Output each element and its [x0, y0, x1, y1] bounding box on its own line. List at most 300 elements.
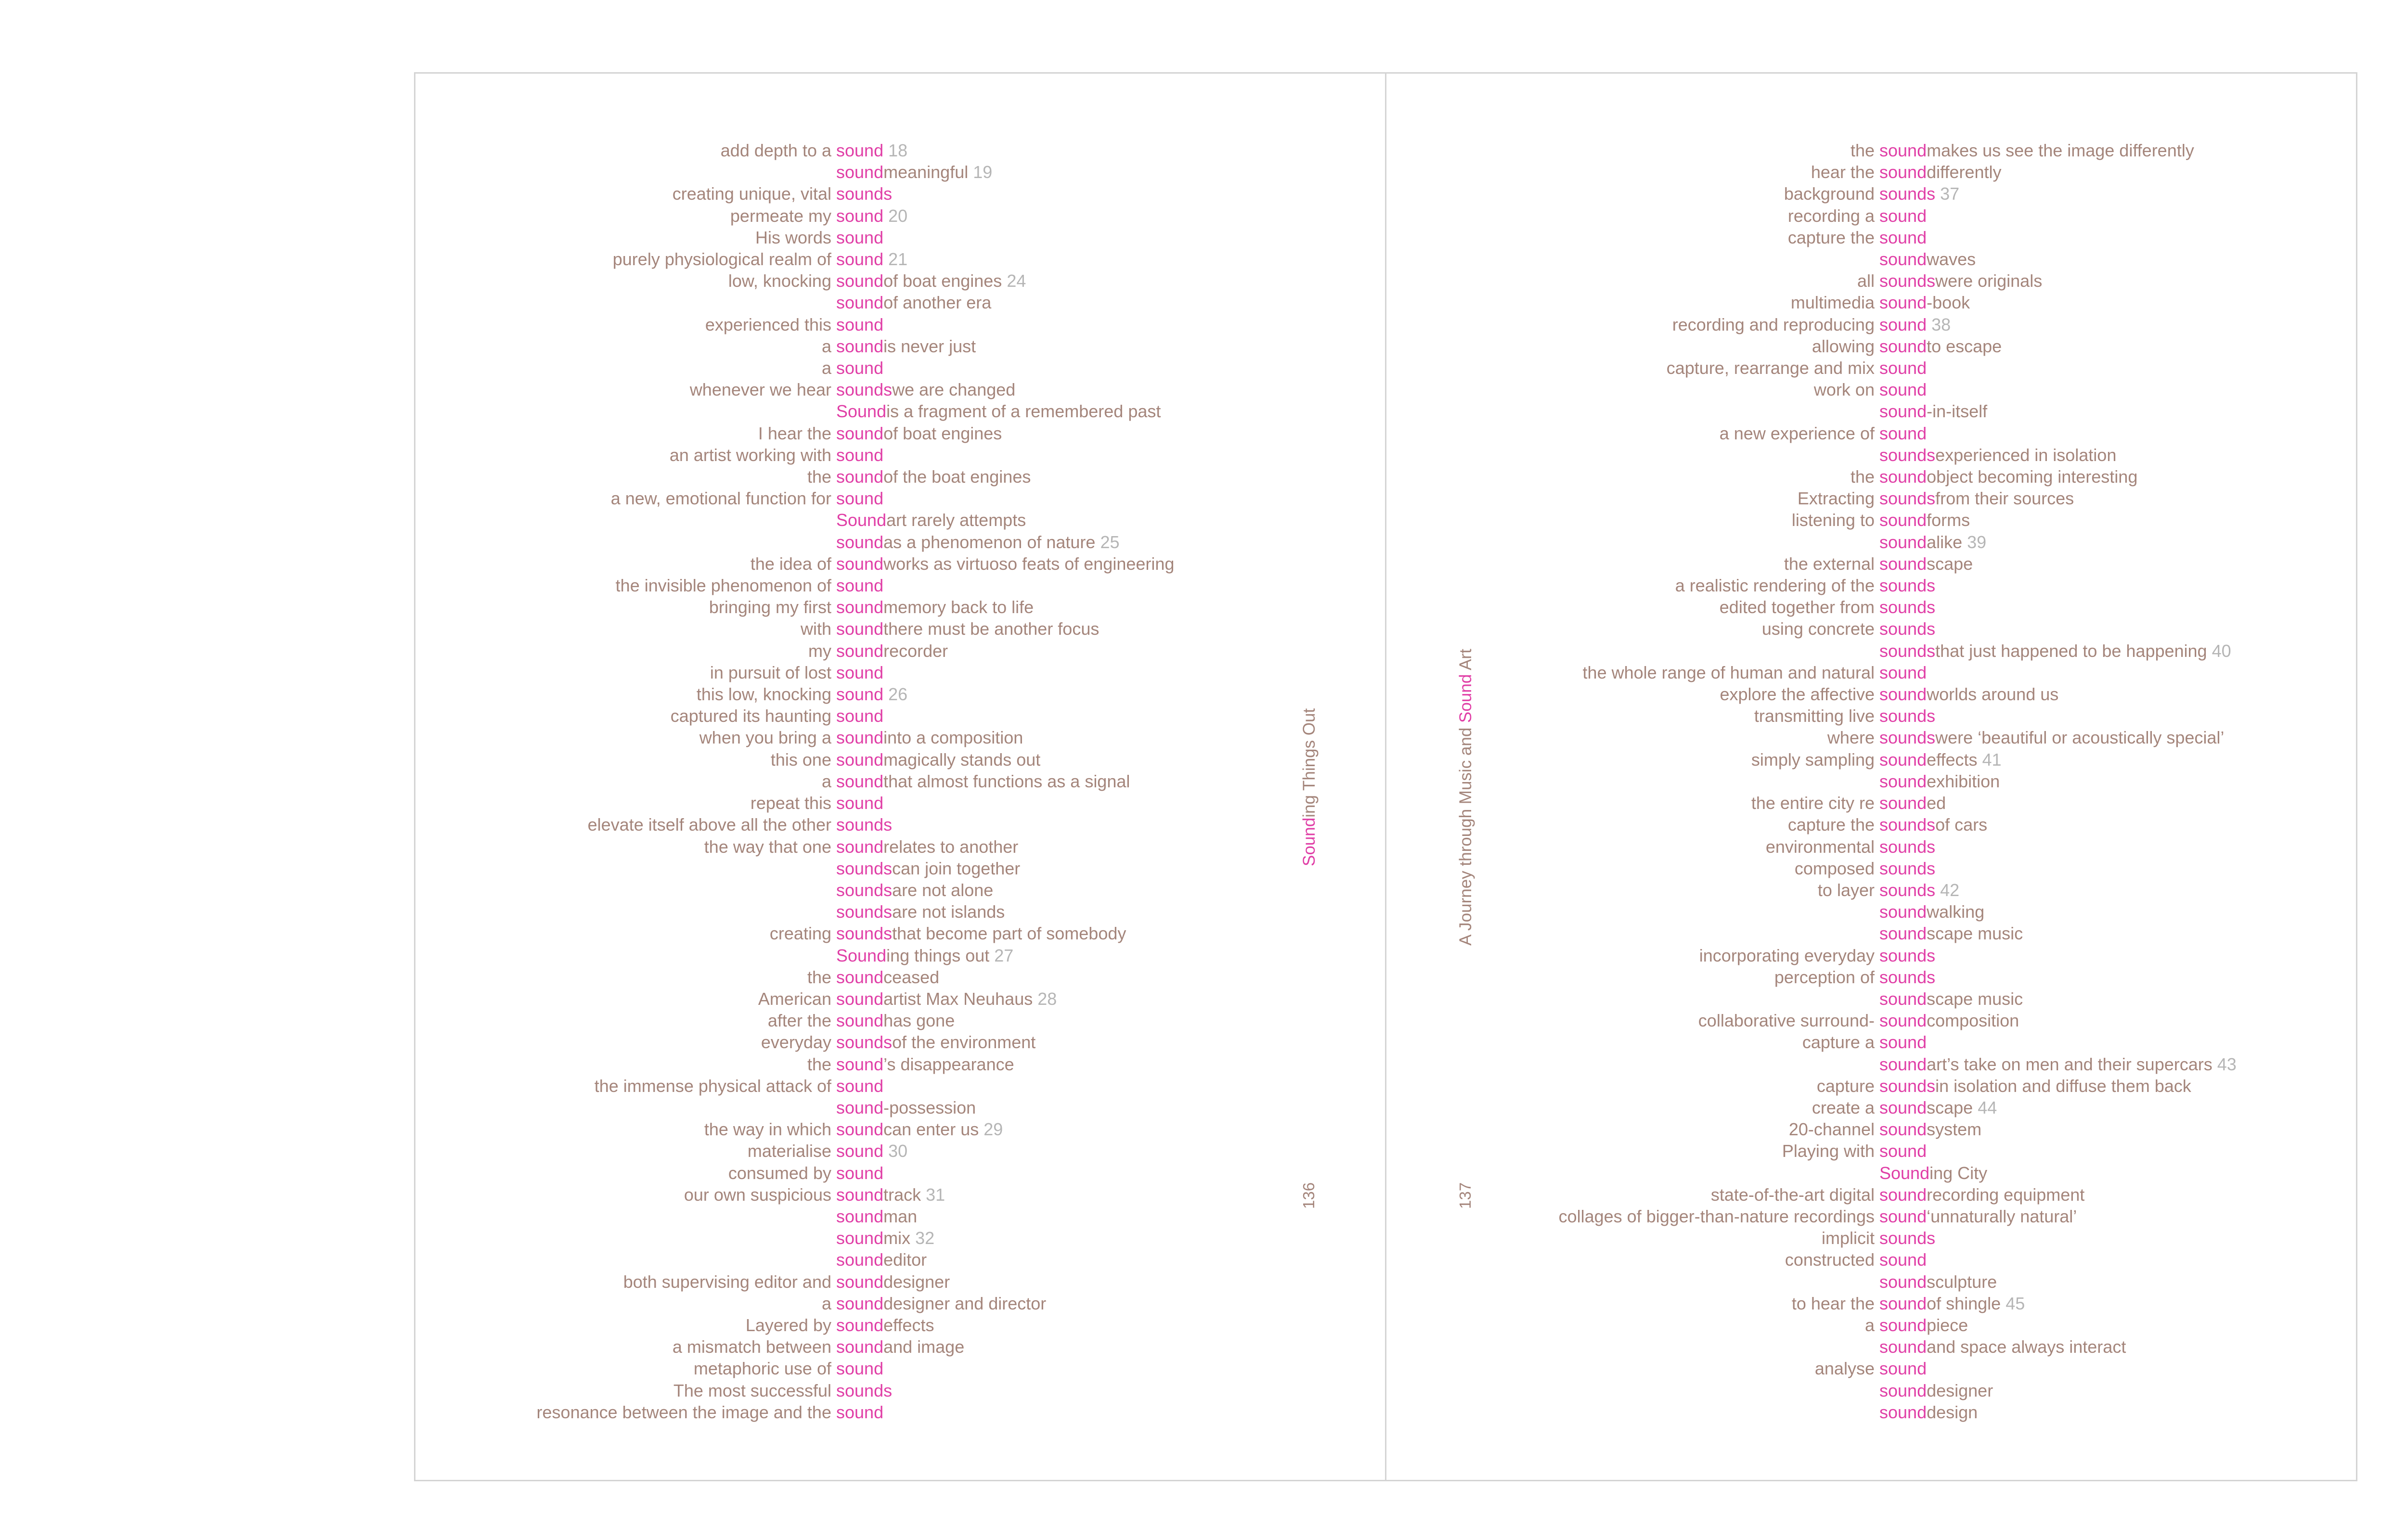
line-keyword: sound [1879, 1097, 1927, 1117]
line-keyword: sounds [836, 858, 893, 878]
line-page-ref: 24 [1007, 271, 1026, 291]
line-prefix: permeate my [730, 205, 831, 226]
line-keyword: sounds [1879, 1076, 1936, 1096]
line-keyword: sound [1879, 662, 1927, 682]
line-page-ref: 19 [973, 162, 993, 182]
text-line [0, 531, 2237, 553]
line-keyword: sound [836, 1163, 884, 1183]
line-keyword: sounds [836, 902, 893, 922]
line-prefix: capture a [1802, 1032, 1875, 1052]
line-prefix: this one [770, 749, 831, 770]
line-suffix: ’s disappearance [883, 1054, 1014, 1074]
line-prefix: hear the [1811, 162, 1875, 182]
text-line [0, 488, 2237, 509]
line-prefix [0, 770, 1879, 792]
line-suffix: magically stands out [883, 749, 1041, 770]
line-suffix: exhibition [1927, 771, 2000, 791]
line-prefix: create a [1812, 1097, 1875, 1117]
line-suffix: piece [1927, 1315, 1968, 1335]
text-line [0, 814, 2237, 835]
text-line [0, 1336, 2237, 1358]
line-keyword: sound [1879, 793, 1927, 813]
line-prefix: perception of [1774, 967, 1875, 987]
line-prefix: environmental [1765, 836, 1875, 857]
line-prefix: the way that one [704, 836, 831, 857]
line-prefix: creating [769, 924, 831, 944]
line-prefix: whenever we hear [689, 380, 831, 400]
line-prefix: an artist working with [669, 445, 831, 465]
line-prefix: the whole range of human and natural [1582, 662, 1875, 682]
line-keyword: sound [836, 1228, 884, 1248]
line-keyword: sound [1879, 1271, 1927, 1292]
line-prefix: a [821, 771, 831, 791]
text-line [0, 400, 2237, 422]
line-suffix: object becoming interesting [1927, 467, 2138, 487]
line-prefix [0, 400, 1879, 422]
text-line [0, 227, 2237, 248]
line-suffix: to escape [1927, 336, 2002, 356]
line-keyword: sound [836, 1076, 884, 1096]
line-suffix: there must be another focus [883, 619, 1100, 639]
text-line [0, 923, 2237, 944]
line-prefix: low, knocking [728, 271, 831, 291]
line-page-ref: 29 [984, 1119, 1003, 1140]
line-keyword: sound [1879, 1402, 1927, 1422]
line-keyword: sound [836, 141, 884, 160]
text-line [0, 1227, 2237, 1249]
line-page-ref: 32 [915, 1228, 935, 1248]
line-keyword: sound [836, 684, 884, 705]
line-keyword: sound [836, 553, 884, 574]
running-title-pre: A Journey through Music and [1456, 722, 1475, 946]
line-page-ref: 30 [888, 1141, 908, 1161]
line-prefix: a mismatch between [672, 1337, 831, 1357]
text-line [0, 618, 2237, 640]
line-keyword: sounds [1879, 184, 1936, 204]
line-keyword: sound [1879, 510, 1927, 530]
line-suffix: relates to another [883, 836, 1019, 857]
line-prefix: a realistic rendering of the [1675, 576, 1875, 596]
line-prefix: where [1827, 728, 1875, 748]
line-keyword: sound [836, 1206, 884, 1226]
text-line [0, 966, 2237, 988]
line-suffix: works as virtuoso feats of engineering [883, 553, 1175, 574]
line-keyword: sounds [1879, 858, 1936, 878]
line-prefix: work on [1813, 380, 1875, 400]
line-prefix: everyday [761, 1032, 831, 1052]
text-line [0, 183, 2237, 205]
line-prefix: consumed by [728, 1163, 831, 1183]
line-prefix [0, 640, 1879, 662]
right-page-text [0, 140, 2237, 1423]
line-keyword: sound [1879, 1032, 1927, 1052]
line-keyword: sound [1879, 293, 1927, 313]
line-prefix: both supervising editor and [623, 1271, 831, 1292]
line-keyword: sound [1879, 467, 1927, 487]
text-line [0, 1184, 2237, 1206]
line-suffix: -possession [883, 1097, 976, 1117]
line-keyword: sound [836, 1402, 884, 1422]
line-keyword: sound [836, 532, 884, 552]
text-line [0, 1314, 2237, 1336]
line-keyword: sound [1879, 988, 1927, 1009]
line-suffix: ‘unnaturally natural’ [1927, 1206, 2077, 1226]
line-keyword: sound [836, 1359, 884, 1379]
line-suffix: of boat engines [883, 271, 1002, 291]
text-line [0, 1162, 2237, 1184]
line-keyword: sound [1879, 380, 1927, 400]
line-keyword: sound [836, 1271, 884, 1292]
text-line [0, 140, 2237, 161]
line-suffix: and image [883, 1337, 965, 1357]
text-line [0, 161, 2237, 183]
line-suffix: track [883, 1184, 921, 1205]
line-keyword: sound [836, 597, 884, 617]
left-running-title [1300, 708, 1319, 866]
running-title-key: Sound [1456, 674, 1475, 723]
line-keyword: sounds [836, 924, 893, 944]
line-prefix: a [821, 336, 831, 356]
line-suffix: of shingle [1927, 1293, 2001, 1313]
line-suffix: of cars [1935, 815, 1988, 835]
line-suffix: differently [1927, 162, 2002, 182]
line-prefix: the [1850, 467, 1875, 487]
line-prefix: collaborative surround- [1698, 1011, 1875, 1031]
line-keyword: sounds [836, 880, 893, 900]
line-prefix: edited together from [1719, 597, 1875, 617]
line-keyword: sound [836, 793, 884, 813]
line-keyword: sounds [1879, 271, 1936, 291]
line-prefix: Playing with [1782, 1141, 1875, 1161]
line-prefix [0, 444, 1879, 466]
line-prefix: experienced this [705, 314, 831, 334]
line-suffix: were ‘beautiful or acoustically special’ [1935, 728, 2225, 748]
line-suffix: recorder [883, 641, 948, 661]
line-keyword: sound [836, 1097, 884, 1117]
line-keyword: Sound [1879, 1163, 1930, 1183]
line-keyword: sounds [1879, 967, 1936, 987]
text-line [0, 749, 2237, 770]
line-keyword: sound [836, 1119, 884, 1140]
line-keyword: sound [836, 967, 884, 987]
line-prefix: the [1850, 141, 1875, 160]
line-keyword: sound [1879, 249, 1927, 270]
line-suffix: from their sources [1935, 488, 2074, 509]
right-running-title [1456, 649, 1475, 946]
line-suffix: designer [1927, 1380, 1993, 1400]
line-prefix: a new experience of [1719, 423, 1875, 443]
line-keyword: sounds [1879, 641, 1936, 661]
line-prefix: after the [767, 1011, 831, 1031]
line-suffix: effects [1927, 749, 1978, 770]
line-suffix: into a composition [883, 728, 1023, 748]
line-suffix: experienced in isolation [1935, 445, 2117, 465]
line-prefix: metaphoric use of [693, 1359, 831, 1379]
line-suffix: ceased [883, 967, 940, 987]
text-line [0, 792, 2237, 814]
line-prefix [0, 1271, 1879, 1293]
line-keyword: sound [1879, 902, 1927, 922]
line-prefix [0, 1162, 1879, 1184]
line-suffix: system [1927, 1119, 1982, 1140]
line-keyword: sound [836, 445, 884, 465]
line-page-ref: 38 [1931, 314, 1951, 334]
line-prefix: my [808, 641, 831, 661]
line-suffix: and space always interact [1927, 1337, 2126, 1357]
line-page-ref: 26 [888, 684, 908, 705]
line-suffix: in isolation and diffuse them back [1935, 1076, 2191, 1096]
line-keyword: sound [1879, 314, 1927, 334]
line-prefix: add depth to a [720, 141, 831, 160]
line-prefix: capture the [1787, 227, 1875, 247]
line-prefix: the immense physical attack of [594, 1076, 831, 1096]
line-prefix: the invisible phenomenon of [615, 576, 831, 596]
text-line [0, 945, 2237, 966]
line-prefix: in pursuit of lost [710, 662, 831, 682]
line-keyword: sound [836, 771, 884, 791]
line-keyword: sound [836, 1315, 884, 1335]
line-suffix: scape [1927, 553, 1973, 574]
line-keyword: sound [836, 619, 884, 639]
line-keyword: sound [1879, 1315, 1927, 1335]
line-keyword: sounds [1879, 836, 1936, 857]
text-line [0, 444, 2237, 466]
line-page-ref: 18 [888, 141, 908, 160]
line-prefix: Extracting [1797, 488, 1875, 509]
line-keyword: sound [1879, 336, 1927, 356]
line-keyword: sounds [836, 380, 893, 400]
line-keyword: sound [836, 1337, 884, 1357]
line-keyword: sound [1879, 1359, 1927, 1379]
line-keyword: sounds [1879, 706, 1936, 726]
line-prefix: 20-channel [1788, 1119, 1875, 1140]
text-line [0, 379, 2237, 400]
line-page-ref: 40 [2212, 641, 2231, 661]
line-suffix: scape [1927, 1097, 1973, 1117]
line-prefix: the [807, 1054, 831, 1074]
line-suffix: that become part of somebody [892, 924, 1126, 944]
text-line [0, 858, 2237, 879]
line-prefix: a [1864, 1315, 1875, 1335]
line-suffix: artist Max Neuhaus [883, 988, 1033, 1009]
text-line [0, 988, 2237, 1010]
line-suffix: has gone [883, 1011, 955, 1031]
line-keyword: sounds [1879, 445, 1936, 465]
line-keyword: sounds [836, 1380, 893, 1400]
line-keyword: sounds [1879, 728, 1936, 748]
line-prefix: multimedia [1790, 293, 1875, 313]
line-keyword: sound [836, 227, 884, 247]
line-suffix: mix [883, 1228, 911, 1248]
line-keyword: sound [836, 271, 884, 291]
line-prefix: repeat this [750, 793, 831, 813]
line-prefix: composed [1794, 858, 1875, 878]
line-suffix: man [883, 1206, 918, 1226]
text-line [0, 596, 2237, 618]
line-prefix: a new, emotional function for [610, 488, 831, 509]
line-suffix: of the boat engines [883, 467, 1031, 487]
line-page-ref: 39 [1967, 532, 1987, 552]
line-suffix: art rarely attempts [886, 510, 1026, 530]
line-suffix: are not islands [892, 902, 1005, 922]
text-line [0, 1031, 2237, 1053]
line-suffix: forms [1927, 510, 1970, 530]
line-keyword: sound [836, 1054, 884, 1074]
text-line [0, 1293, 2237, 1314]
line-suffix: editor [883, 1250, 927, 1270]
line-keyword: sound [836, 336, 884, 356]
line-prefix: recording and reproducing [1672, 314, 1875, 334]
line-keyword: sound [836, 988, 884, 1009]
text-line [0, 248, 2237, 270]
line-keyword: sound [1879, 401, 1927, 422]
line-suffix: can join together [892, 858, 1021, 878]
line-page-ref: 42 [1940, 880, 1960, 900]
line-prefix: a [821, 358, 831, 378]
line-prefix: capture the [1787, 815, 1875, 835]
text-line [0, 727, 2237, 748]
line-prefix: with [800, 619, 831, 639]
line-page-ref: 31 [926, 1184, 945, 1205]
line-suffix: of boat engines [883, 423, 1002, 443]
text-line [0, 1271, 2237, 1293]
line-prefix: background [1784, 184, 1875, 204]
line-prefix [0, 901, 1879, 923]
line-suffix: design [1927, 1402, 1978, 1422]
line-prefix: elevate itself above all the other [587, 815, 831, 835]
line-suffix: are not alone [892, 880, 994, 900]
line-keyword: sound [836, 205, 884, 226]
line-suffix: effects [883, 1315, 934, 1335]
line-prefix [0, 531, 1879, 553]
line-prefix: using concrete [1761, 619, 1875, 639]
line-prefix: listening to [1791, 510, 1875, 530]
text-line [0, 509, 2237, 531]
line-keyword: sound [1879, 553, 1927, 574]
line-page-ref: 45 [2006, 1293, 2025, 1313]
line-keyword: sound [836, 1250, 884, 1270]
line-keyword: sound [1879, 423, 1927, 443]
line-page-ref: 43 [2217, 1054, 2237, 1074]
line-keyword: sound [1879, 532, 1927, 552]
text-line [0, 1358, 2237, 1379]
line-prefix: Layered by [745, 1315, 831, 1335]
line-suffix: of the environment [892, 1032, 1036, 1052]
line-keyword: sound [1879, 1054, 1927, 1074]
line-keyword: sound [836, 162, 884, 182]
line-prefix: the [807, 467, 831, 487]
line-keyword: sounds [1879, 1228, 1936, 1248]
line-prefix: state-of-the-art digital [1710, 1184, 1875, 1205]
line-keyword: sounds [1879, 815, 1936, 835]
line-prefix: to hear the [1791, 1293, 1875, 1313]
text-line [0, 292, 2237, 313]
line-prefix [0, 1336, 1879, 1358]
line-suffix: walking [1927, 902, 1985, 922]
line-prefix: our own suspicious [684, 1184, 831, 1205]
line-suffix: designer and director [883, 1293, 1047, 1313]
line-keyword: sounds [836, 815, 893, 835]
line-keyword: sound [836, 314, 884, 334]
line-suffix: ing things out [886, 945, 990, 965]
line-prefix: analyse [1814, 1359, 1875, 1379]
text-line [0, 335, 2237, 357]
line-keyword: sound [836, 1293, 884, 1313]
line-keyword: sound [1879, 1011, 1927, 1031]
line-keyword: sounds [836, 184, 893, 204]
line-prefix: recording a [1787, 205, 1875, 226]
running-title-rest: ing Things Out [1300, 708, 1319, 818]
running-title-rest: Art [1456, 649, 1475, 674]
right-page-number: 137 [1456, 1182, 1474, 1209]
line-keyword: sound [1879, 684, 1927, 705]
line-prefix [0, 988, 1879, 1010]
text-line [0, 1401, 2237, 1423]
line-keyword: sound [836, 358, 884, 378]
text-line [0, 205, 2237, 227]
line-keyword: sounds [1879, 880, 1936, 900]
line-suffix: composition [1927, 1011, 2019, 1031]
text-line [0, 640, 2237, 662]
line-keyword: sound [1879, 1206, 1927, 1226]
line-suffix: scape music [1927, 924, 2023, 944]
text-line [0, 836, 2237, 858]
line-prefix: I hear the [758, 423, 831, 443]
line-keyword: sound [1879, 924, 1927, 944]
text-line [0, 705, 2237, 727]
left-page-number: 136 [1300, 1182, 1318, 1209]
line-keyword: sound [836, 1141, 884, 1161]
text-line [0, 770, 2237, 792]
line-keyword: sound [836, 467, 884, 487]
text-line [0, 683, 2237, 705]
line-suffix: sculpture [1927, 1271, 1997, 1292]
line-keyword: sound [1879, 1380, 1927, 1400]
line-prefix: the external [1784, 553, 1875, 574]
line-suffix: makes us see the image differently [1927, 141, 2194, 160]
line-prefix: The most successful [673, 1380, 831, 1400]
text-line [0, 1097, 2237, 1118]
line-keyword: sounds [1879, 619, 1936, 639]
line-keyword: sounds [1879, 597, 1936, 617]
line-prefix: capture [1816, 1076, 1875, 1096]
line-suffix: of another era [883, 293, 992, 313]
line-suffix: recording equipment [1927, 1184, 2085, 1205]
line-prefix [0, 1380, 1879, 1401]
line-keyword: sound [1879, 162, 1927, 182]
text-line [0, 553, 2237, 575]
line-prefix: captured its haunting [670, 706, 831, 726]
text-line [0, 1249, 2237, 1270]
line-keyword: sound [1879, 1141, 1927, 1161]
line-keyword: sound [836, 576, 884, 596]
text-line [0, 357, 2237, 379]
line-prefix: collages of bigger-than-nature recordings [1558, 1206, 1875, 1226]
line-keyword: sound [836, 1184, 884, 1205]
running-title-key: Sound [1300, 817, 1319, 866]
line-prefix: incorporating everyday [1699, 945, 1875, 965]
line-prefix [0, 248, 1879, 270]
line-suffix: -in-itself [1927, 401, 1988, 422]
line-prefix [0, 923, 1879, 944]
text-line [0, 1075, 2237, 1097]
line-keyword: sound [836, 836, 884, 857]
line-suffix: can enter us [883, 1119, 979, 1140]
line-keyword: sound [836, 1011, 884, 1031]
line-prefix: capture, rearrange and mix [1666, 358, 1875, 378]
line-keyword: sound [1879, 1250, 1927, 1270]
text-line [0, 1010, 2237, 1031]
